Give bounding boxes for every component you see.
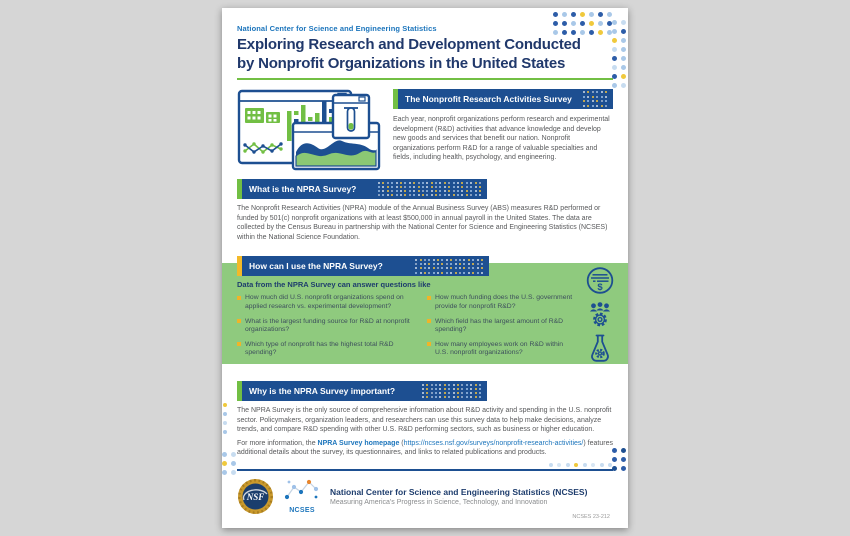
bullet-square-icon	[237, 296, 241, 300]
question-text: Which field has the largest amount of R&D spending?	[435, 317, 564, 334]
why-body-text: The NPRA Survey is the only source of comprehensive information about R&D activity and spending in the U.S. nonprofit sector. Policymakers, organization leaders, and researchers can use this survey data to help make decisions, analyze trends, and compare R&D spending with other U.S. R&D performing sectors, such as business or higher education.	[237, 406, 612, 434]
bullet-square-icon	[427, 319, 431, 323]
more-info-prefix: For more information, the	[237, 439, 318, 447]
question-text: What is the largest funding source for R&D at nonprofit organizations?	[245, 317, 410, 334]
list-item	[427, 341, 577, 358]
list-item	[237, 318, 415, 335]
question-column-1	[237, 294, 415, 358]
section-what	[237, 179, 613, 242]
section-header-why	[237, 381, 487, 401]
document-number: NCSES 23-212	[572, 513, 610, 520]
dollar-coin-icon	[585, 265, 615, 296]
team-gear-icon	[585, 299, 615, 329]
question-text: How many employees work on R&D within U.S. nonprofit organizations?	[435, 340, 564, 357]
dots-pattern-bottom-block	[612, 448, 626, 471]
dots-pattern-top-right	[553, 12, 612, 35]
question-text: How much funding does the U.S. government provide for nonprofit R&D?	[435, 294, 573, 310]
flask-gear-icon	[585, 332, 615, 364]
section-heading-label: The Nonprofit Research Activities Survey	[405, 94, 572, 104]
survey-body-text: Each year, nonprofit organizations perform research and experimental development (R&D) activities that advance knowledge and develop new goods and services that benefit our nation. Nonprofit organizations perform R&D for a range of valuable specialties and fields, including health, psychology, and engineering.	[393, 116, 610, 162]
npra-homepage-link[interactable]: NPRA Survey homepage	[317, 439, 400, 447]
more-info-suffix: ) features additional details about the survey, its questionnaires, and links to related publications and products.	[237, 439, 613, 457]
footer	[237, 478, 613, 520]
bullet-square-icon	[237, 319, 241, 323]
paren-open: (	[399, 439, 404, 447]
ncses-logo	[283, 478, 321, 514]
more-info-text	[237, 439, 613, 458]
how-subheading: Data from the NPRA Survey can answer questions like	[237, 280, 431, 290]
section-why	[237, 381, 613, 458]
section-survey-overview	[237, 89, 613, 171]
svg-text:$: $	[597, 282, 603, 294]
list-item	[237, 294, 415, 311]
title-divider	[237, 78, 613, 80]
footer-tagline: Measuring America's Progress in Science, Technology, and Innovation	[330, 498, 548, 506]
footer-org-name: National Center for Science and Engineering Statistics (NCSES)	[330, 486, 588, 497]
ncses-logo-mark-icon	[283, 478, 321, 501]
question-column-2	[427, 294, 577, 358]
dots-pattern-bottom-row	[549, 463, 613, 467]
document-page	[222, 8, 628, 528]
section-heading-label: Why is the NPRA Survey important?	[249, 385, 396, 396]
bullet-square-icon	[237, 342, 241, 346]
list-item	[427, 318, 577, 335]
dots-pattern-left-strip	[223, 403, 227, 434]
bar-dots-decoration	[415, 259, 483, 274]
question-text: How much did U.S. nonprofit organizations spend on applied research vs. experimental development?	[245, 294, 404, 310]
list-item	[427, 294, 577, 311]
bullet-square-icon	[427, 342, 431, 346]
bar-dots-decoration	[583, 91, 607, 106]
svg-text:NSF: NSF	[246, 491, 265, 502]
page-title-line2: by Nonprofit Organizations in the United States	[237, 54, 566, 72]
section-heading-label: What is the NPRA Survey?	[249, 184, 357, 194]
npra-homepage-url-link[interactable]: https://ncses.nsf.gov/surveys/nonprofit-research-activities/	[403, 439, 584, 447]
list-item	[237, 341, 415, 358]
bar-dots-decoration	[422, 384, 481, 399]
page-title-line1: Exploring Research and Development Conducted	[237, 36, 581, 53]
bullet-square-icon	[427, 296, 431, 300]
page-title	[237, 36, 613, 73]
footer-divider	[237, 469, 613, 471]
ncses-logo-label: NCSES	[289, 507, 315, 515]
how-icons-column	[585, 265, 615, 364]
question-columns	[237, 294, 613, 358]
question-text: Which type of nonprofit has the highest total R&D spending?	[245, 340, 394, 357]
section-how	[222, 263, 628, 364]
nsf-logo	[237, 478, 274, 515]
what-body-text: The Nonprofit Research Activities (NPRA) module of the Annual Business Survey (ABS) measures R&D performed or funded by 501(c) nonprofit organizations with at least $500,000 in annual payroll in the United States. The data are collected by the Census Bureau in partnership with the National Center for Science and Engineering Statistics (NCSES) within the National Science Foundation.	[237, 205, 608, 241]
section-header-what	[237, 179, 487, 199]
footer-text-block	[330, 487, 587, 506]
dots-pattern-left-block	[222, 452, 236, 475]
section-header-survey	[393, 89, 613, 109]
charts-illustration-icon	[237, 89, 385, 171]
section-header-how	[237, 256, 489, 276]
bar-dots-decoration	[378, 182, 481, 197]
agency-eyebrow: National Center for Science and Engineering Statistics	[237, 24, 437, 33]
dots-pattern-right-strip	[612, 20, 626, 88]
section-heading-label: How can I use the NPRA Survey?	[249, 261, 383, 272]
